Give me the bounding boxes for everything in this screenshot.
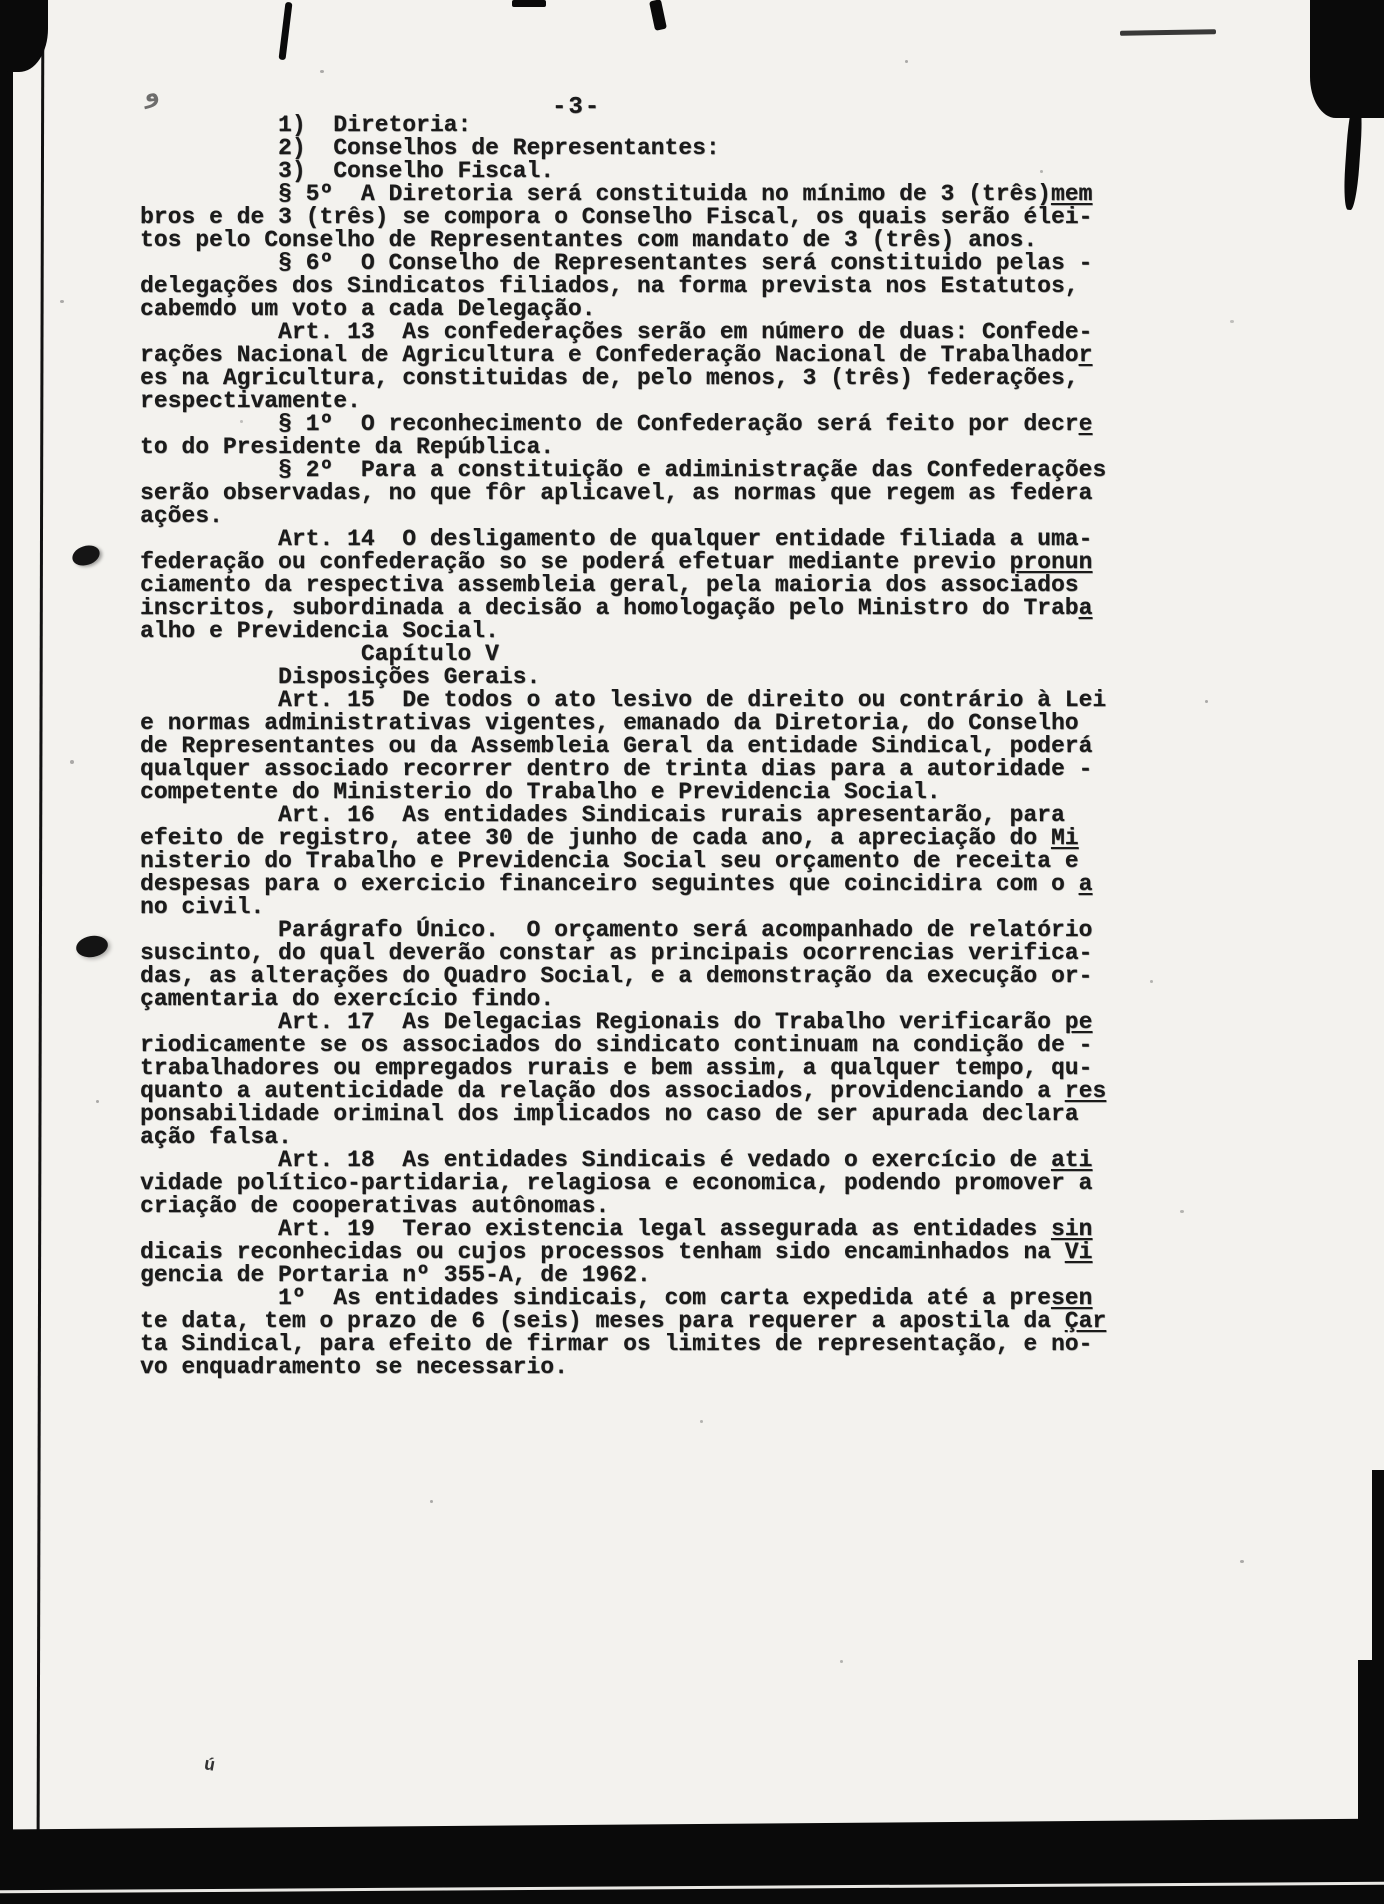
underlined-syllable: a [1078,595,1093,621]
document-line: Capítulo V [140,641,499,667]
document-line: Art. 17 As Delegacias Regionais do Trabalho verificarão pe [140,1009,1093,1035]
document-line: Art. 16 As entidades Sindicais rurais apresentarão, para [140,802,1065,828]
document-line: respectivamente. [140,388,361,414]
scan-mark-top-1 [278,2,292,60]
document-line: das, as alterações do Quadro Social, e a demonstração da execução or- [140,963,1093,989]
document-line: federação ou confederação so se poderá efetuar mediante previo pronun [140,549,1093,575]
document-line: ponsabilidade oriminal dos implicados no caso de ser apurada declara [140,1101,1079,1127]
paper-speck [1150,980,1153,983]
document-line: trabalhadores ou empregados rurais e bem assim, a qualquer tempo, qu- [140,1055,1093,1081]
paper-speck [430,1500,433,1503]
document-line: ação falsa. [140,1124,292,1150]
document-line: bros e de 3 (três) se compora o Conselho Fiscal, os quais serão élei- [140,204,1093,230]
document-line: dicais reconhecidas ou cujos processos tenham sido encaminhados na Vi [140,1239,1093,1265]
paper-speck [905,60,908,63]
paper-speck [700,1420,703,1423]
page-number: -3- [552,94,602,121]
paper-speck [1240,1560,1244,1563]
document-line: despesas para o exercicio financeiro seguintes que coincidira com o a [140,871,1093,897]
stray-type-mark: ú [202,1755,217,1777]
document-line: § 1º O reconhecimento de Confederação será feito por decre [140,411,1093,437]
paper-speck [320,70,324,73]
underlined-syllable: sin [1050,1216,1093,1242]
underlined-syllable: pe [1064,1009,1093,1035]
paper-speck [1205,700,1208,703]
document-line: Parágrafo Único. O orçamento será acompanhado de relatório [140,917,1093,943]
document-line: gencia de Portaria nº 355-A, de 1962. [140,1262,651,1288]
document-line: de Representantes ou da Assembleia Geral da entidade Sindical, poderá [140,733,1093,759]
document-line: Art. 19 Terao existencia legal assegurada as entidades sin [140,1216,1093,1242]
ink-blob-left-margin-2 [74,933,109,959]
document-line: Art. 14 O desligamento de qualquer entidade filiada a uma- [140,526,1093,552]
document-line: suscinto, do qual deverão constar as principais ocorrencias verifica- [140,940,1093,966]
document-line: çamentaria do exercício findo. [140,986,555,1012]
document-line: vidade político-partidaria, relagiosa e economica, podendo promover a [140,1170,1093,1196]
document-line: Art. 13 As confederações serão em número de duas: Confede- [140,319,1093,345]
underlined-syllable: ati [1050,1147,1093,1173]
text-block [140,114,1106,1379]
document-line: Disposições Gerais. [140,664,541,690]
underlined-syllable: a [1078,871,1093,897]
document-line: riodicamente se os associados do sindicato continuam na condição de - [140,1032,1093,1058]
underlined-syllable: sen [1050,1285,1093,1311]
paper-speck [840,1660,843,1663]
document-line: § 6º O Conselho de Representantes será constituido pelas - [140,250,1093,276]
document-line: to do Presidente da República. [140,434,555,460]
document-line: ta Sindical, para efeito de firmar os limites de representação, e no- [140,1331,1093,1357]
ink-blob-left-margin-1 [70,542,103,569]
document-line: quanto a autenticidade da relação dos associados, providenciando a res [140,1078,1107,1104]
scan-mark-top-2 [512,0,546,7]
underlined-syllable: Mi [1050,825,1079,851]
underlined-syllable: r [1078,342,1093,368]
document-line: § 2º Para a constituição e adiministraçãe das Confederações [140,457,1107,483]
paper-speck [1180,1210,1184,1213]
scan-edge-bottom-right-2 [1358,1660,1384,1840]
underlined-syllable: Çar [1064,1308,1107,1334]
document-line: Art. 15 De todos o ato lesivo de direito ou contrário à Lei [140,687,1107,713]
scan-mark-top-4 [1120,29,1216,36]
document-line: 2) Conselhos de Representantes: [140,135,720,161]
document-line: te data, tem o prazo de 6 (seis) meses para requerer a apostila da Çar [140,1308,1107,1334]
paper-speck [70,760,74,764]
underlined-syllable: Vi [1064,1239,1093,1265]
document-line: vo enquadramento se necessario. [140,1354,568,1380]
document-line: Art. 18 As entidades Sindicais é vedado o exercício de ati [140,1147,1093,1173]
document-line: delegações dos Sindicatos filiados, na forma prevista nos Estatutos, [140,273,1079,299]
underlined-syllable: mem [1050,181,1093,207]
pencil-mark-decoration: و [137,81,162,112]
document-line: es na Agricultura, constituidas de, pelo menos, 3 (três) federações, [140,365,1079,391]
scan-corner-top-right [1310,0,1384,118]
document-line: cabemdo um voto a cada Delegação. [140,296,596,322]
paper-speck [1230,320,1234,323]
document-line: 1º As entidades sindicais, com carta expedida até a presen [140,1285,1093,1311]
underlined-syllable: res [1064,1078,1107,1104]
document-line: qualquer associado recorrer dentro de trinta dias para a autoridade - [140,756,1093,782]
document-line: tos pelo Conselho de Representantes com mandato de 3 (três) anos. [140,227,1038,253]
document-line: serão observadas, no que fôr aplicavel, as normas que regem as federa [140,480,1093,506]
document-line: criação de cooperativas autônomas. [140,1193,610,1219]
scan-mark-top-3 [649,0,667,31]
paper-speck [1040,170,1043,173]
document-line: alho e Previdencia Social. [140,618,499,644]
paper-speck [60,300,64,303]
paper-speck [96,1100,99,1103]
document-line: nisterio do Trabalho e Previdencia Social seu orçamento de receita e [140,848,1079,874]
document-line: rações Nacional de Agricultura e Confederação Nacional de Trabalhador [140,342,1093,368]
document-line: ações. [140,503,223,529]
page-fold-line [37,0,45,1834]
document-line: 1) Diretoria: [140,112,472,138]
document-line: inscritos, subordinada a decisão a homologação pelo Ministro do Traba [140,595,1093,621]
scan-edge-right-speckle [0,0,6,1280]
underlined-syllable: e [1078,411,1093,437]
document-line: competente do Ministerio do Trabalho e Previdencia Social. [140,779,941,805]
underlined-syllable: pronun [1009,549,1093,575]
document-line: 3) Conselho Fiscal. [140,158,555,184]
document-line: no civil. [140,894,265,920]
document-line: § 5º A Diretoria será constituida no mínimo de 3 (três)mem [140,181,1093,207]
paper-speck [240,420,243,423]
document-line: efeito de registro, atee 30 de junho de cada ano, a apreciação do Mi [140,825,1079,851]
document-line: ciamento da respectiva assembleia geral, pela maioria dos associados [140,572,1079,598]
document-line: e normas administrativas vigentes, emanado da Diretoria, do Conselho [140,710,1079,736]
